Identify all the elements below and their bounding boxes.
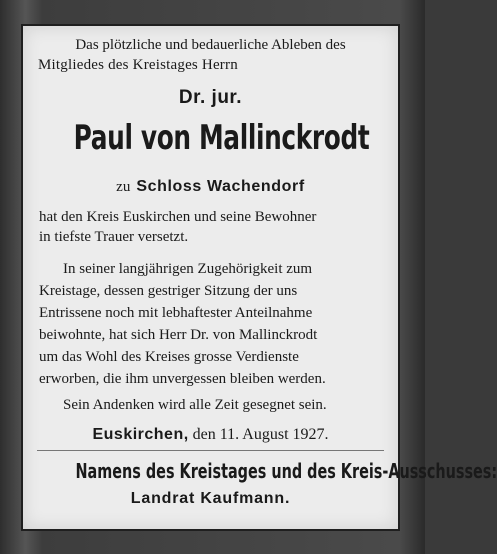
paragraph-3: Sein Andenken wird alle Zeit gesegnet sein. — [63, 397, 327, 413]
paragraph-1-line-2: in tiefste Trauer versetzt. — [39, 229, 189, 245]
intro-line-1: Das plötzliche und bedauerliche Ableben des — [75, 37, 346, 53]
paragraph-2-line-3: Entrissene noch mit lebhaftester Anteilnahme — [39, 305, 313, 321]
academic-title: Dr. jur. — [178, 87, 243, 108]
paragraph-2-line-6: erworben, die ihm unvergessen bleiben werden. — [39, 371, 326, 387]
dateline-place: Euskirchen, — [92, 426, 189, 443]
intro-line-2: Mitgliedes des Kreistages Herrn — [38, 57, 238, 73]
dateline-date: den 11. August 1927. — [192, 426, 329, 443]
obituary-notice — [23, 26, 497, 529]
dateline — [23, 426, 398, 444]
paragraph-2-line-4: beiwohnte, hat sich Herr Dr. von Mallinckrodt — [39, 327, 318, 343]
residence-prefix: zu — [116, 179, 131, 195]
residence-line — [23, 178, 398, 196]
paragraph-2-line-2: Kreistage, dessen gestriger Sitzung der uns — [39, 283, 298, 299]
paragraph-1-line-1: hat den Kreis Euskirchen und seine Bewohner — [39, 209, 317, 225]
signature-name: Landrat Kaufmann. — [130, 490, 291, 507]
residence-name: Schloss Wachendorf — [136, 178, 305, 195]
signature-heading: Namens des Kreistages und des Kreis-Ausschusses: — [75, 459, 497, 483]
divider — [37, 450, 384, 451]
paragraph-2-line-1: In seiner langjährigen Zugehörigkeit zum — [63, 261, 313, 277]
deceased-name: Paul von Mallinckrodt — [73, 118, 370, 158]
paragraph-2-line-5: um das Wohl des Kreises grosse Verdienste — [39, 349, 299, 365]
